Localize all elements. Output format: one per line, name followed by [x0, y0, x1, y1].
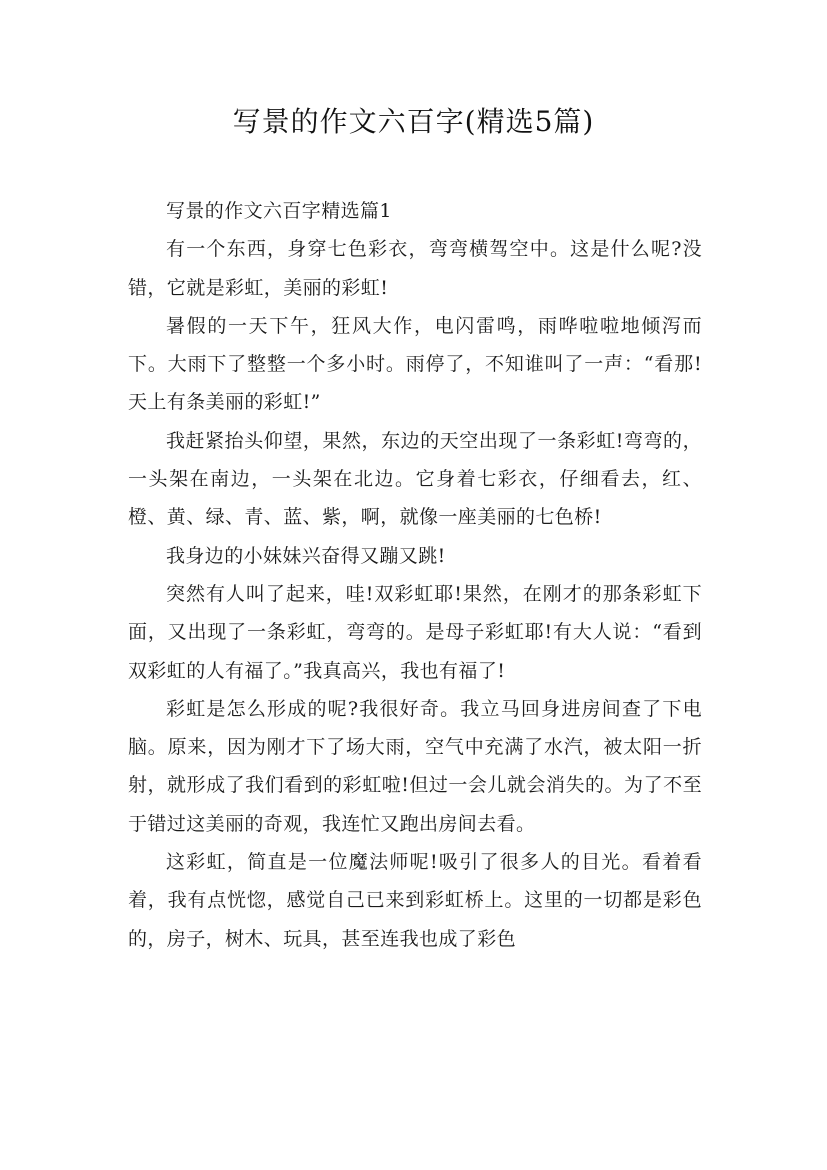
paragraph: 彩虹是怎么形成的呢?我很好奇。我立马回身进房间查了下电脑。原来，因为刚才下了场大雨，空气中充满了水汽，被太阳一折射，就形成了我们看到的彩虹啦!但过一会儿就会消失的。为了不至于错过这美丽的奇观，我连忙又跑出房间去看。: [128, 697, 702, 835]
paragraph: 我赶紧抬头仰望，果然，东边的天空出现了一条彩虹!弯弯的，一头架在南边，一头架在北边。它身着七彩衣，仔细看去，红、橙、黄、绿、青、蓝、紫，啊，就像一座美丽的七色桥!: [128, 429, 702, 529]
document-body: [128, 192, 702, 958]
paragraph: 我身边的小妹妹兴奋得又蹦又跳!: [166, 544, 446, 567]
section-heading: 写景的作文六百字精选篇1: [166, 200, 392, 222]
paragraph: 有一个东西，身穿七色彩衣，弯弯横驾空中。这是什么呢?没错，它就是彩虹，美丽的彩虹!: [128, 238, 702, 299]
paragraph: 这彩虹，简直是一位魔法师呢!吸引了很多人的目光。看着看着，我有点恍惚，感觉自己已来到彩虹桥上。这里的一切都是彩色的，房子，树木、玩具，甚至连我也成了彩色: [128, 851, 702, 950]
document-title: 写景的作文六百字(精选5篇): [232, 105, 595, 138]
paragraph: 突然有人叫了起来，哇!双彩虹耶!果然，在刚才的那条彩虹下面，又出现了一条彩虹，弯弯的。是母子彩虹耶!有大人说：“看到双彩虹的人有福了。”我真高兴，我也有福了!: [128, 582, 702, 682]
paragraph: 暑假的一天下午，狂风大作，电闪雷鸣，雨哗啦啦地倾泻而下。大雨下了整整一个多小时。雨停了，不知谁叫了一声：“看那!天上有条美丽的彩虹!”: [128, 314, 702, 414]
